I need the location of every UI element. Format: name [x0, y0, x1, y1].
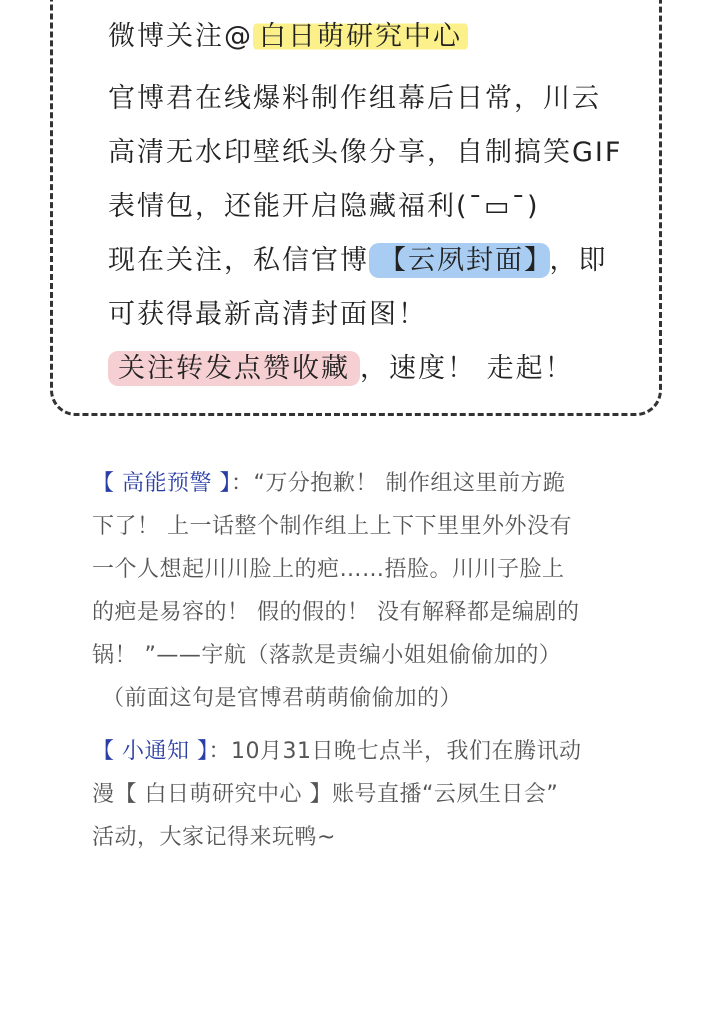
dm-suffix: ，即: [549, 245, 608, 276]
warning-tag: 【 高能预警 】: [92, 471, 231, 496]
warning-line-6: （前面这句是官博君萌萌偷偷加的）: [102, 686, 463, 711]
follow-prefix: 微博关注@: [108, 21, 253, 52]
notice2-text-1: 10月31日晚七点半，我们在腾讯动: [231, 739, 582, 764]
dm-prefix: 现在关注，私信官博: [108, 245, 369, 276]
warning-colon: ：: [231, 471, 254, 496]
notice2-colon: ：: [208, 739, 232, 764]
share-action-highlight: 关注转发点赞收藏: [108, 351, 360, 386]
notice2-tag: 【 小通知 】: [92, 739, 209, 764]
notice2-line-1: [92, 730, 652, 773]
warning-paragraph: [92, 462, 652, 720]
notice-line-7: [108, 352, 574, 386]
warning-line-4: 的疤是易容的！ 假的假的！ 没有解释都是编剧的: [92, 600, 580, 625]
follow-line: [108, 20, 468, 54]
notice2-line-3: 活动，大家记得来玩鸭~: [92, 825, 336, 850]
warning-line-5: 锅！ ”——宇航（落款是责编小姐姐偷偷加的）: [92, 643, 562, 668]
warning-line-2: 下了！ 上一话整个制作组上上下下里里外外没有: [92, 514, 572, 539]
notice-line-3: 高清无水印壁纸头像分享，自制搞笑GIF: [108, 137, 623, 168]
go-text: ，速度！ 走起！: [360, 353, 574, 384]
warning-line-1: [92, 462, 652, 505]
notice-line-2: 官博君在线爆料制作组幕后日常，川云: [108, 83, 601, 114]
notice2-paragraph: [92, 730, 652, 859]
cover-keyword-highlight: 【云夙封面】: [369, 243, 550, 278]
notice-line-4: 表情包，还能开启隐藏福利(¯▭¯): [108, 191, 540, 222]
warning-line-3: 一个人想起川川脸上的疤……捂脸。川川子脸上: [92, 557, 565, 582]
warning-text-1: “万分抱歉！ 制作组这里前方跪: [253, 471, 566, 496]
account-name-highlight: 白日萌研究中心: [253, 21, 468, 52]
notice-line-5: [108, 244, 608, 278]
notice2-line-2: 漫【 白日萌研究中心 】账号直播“云夙生日会”: [92, 782, 559, 807]
notice-line-6: 可获得最新高清封面图！: [108, 299, 427, 330]
